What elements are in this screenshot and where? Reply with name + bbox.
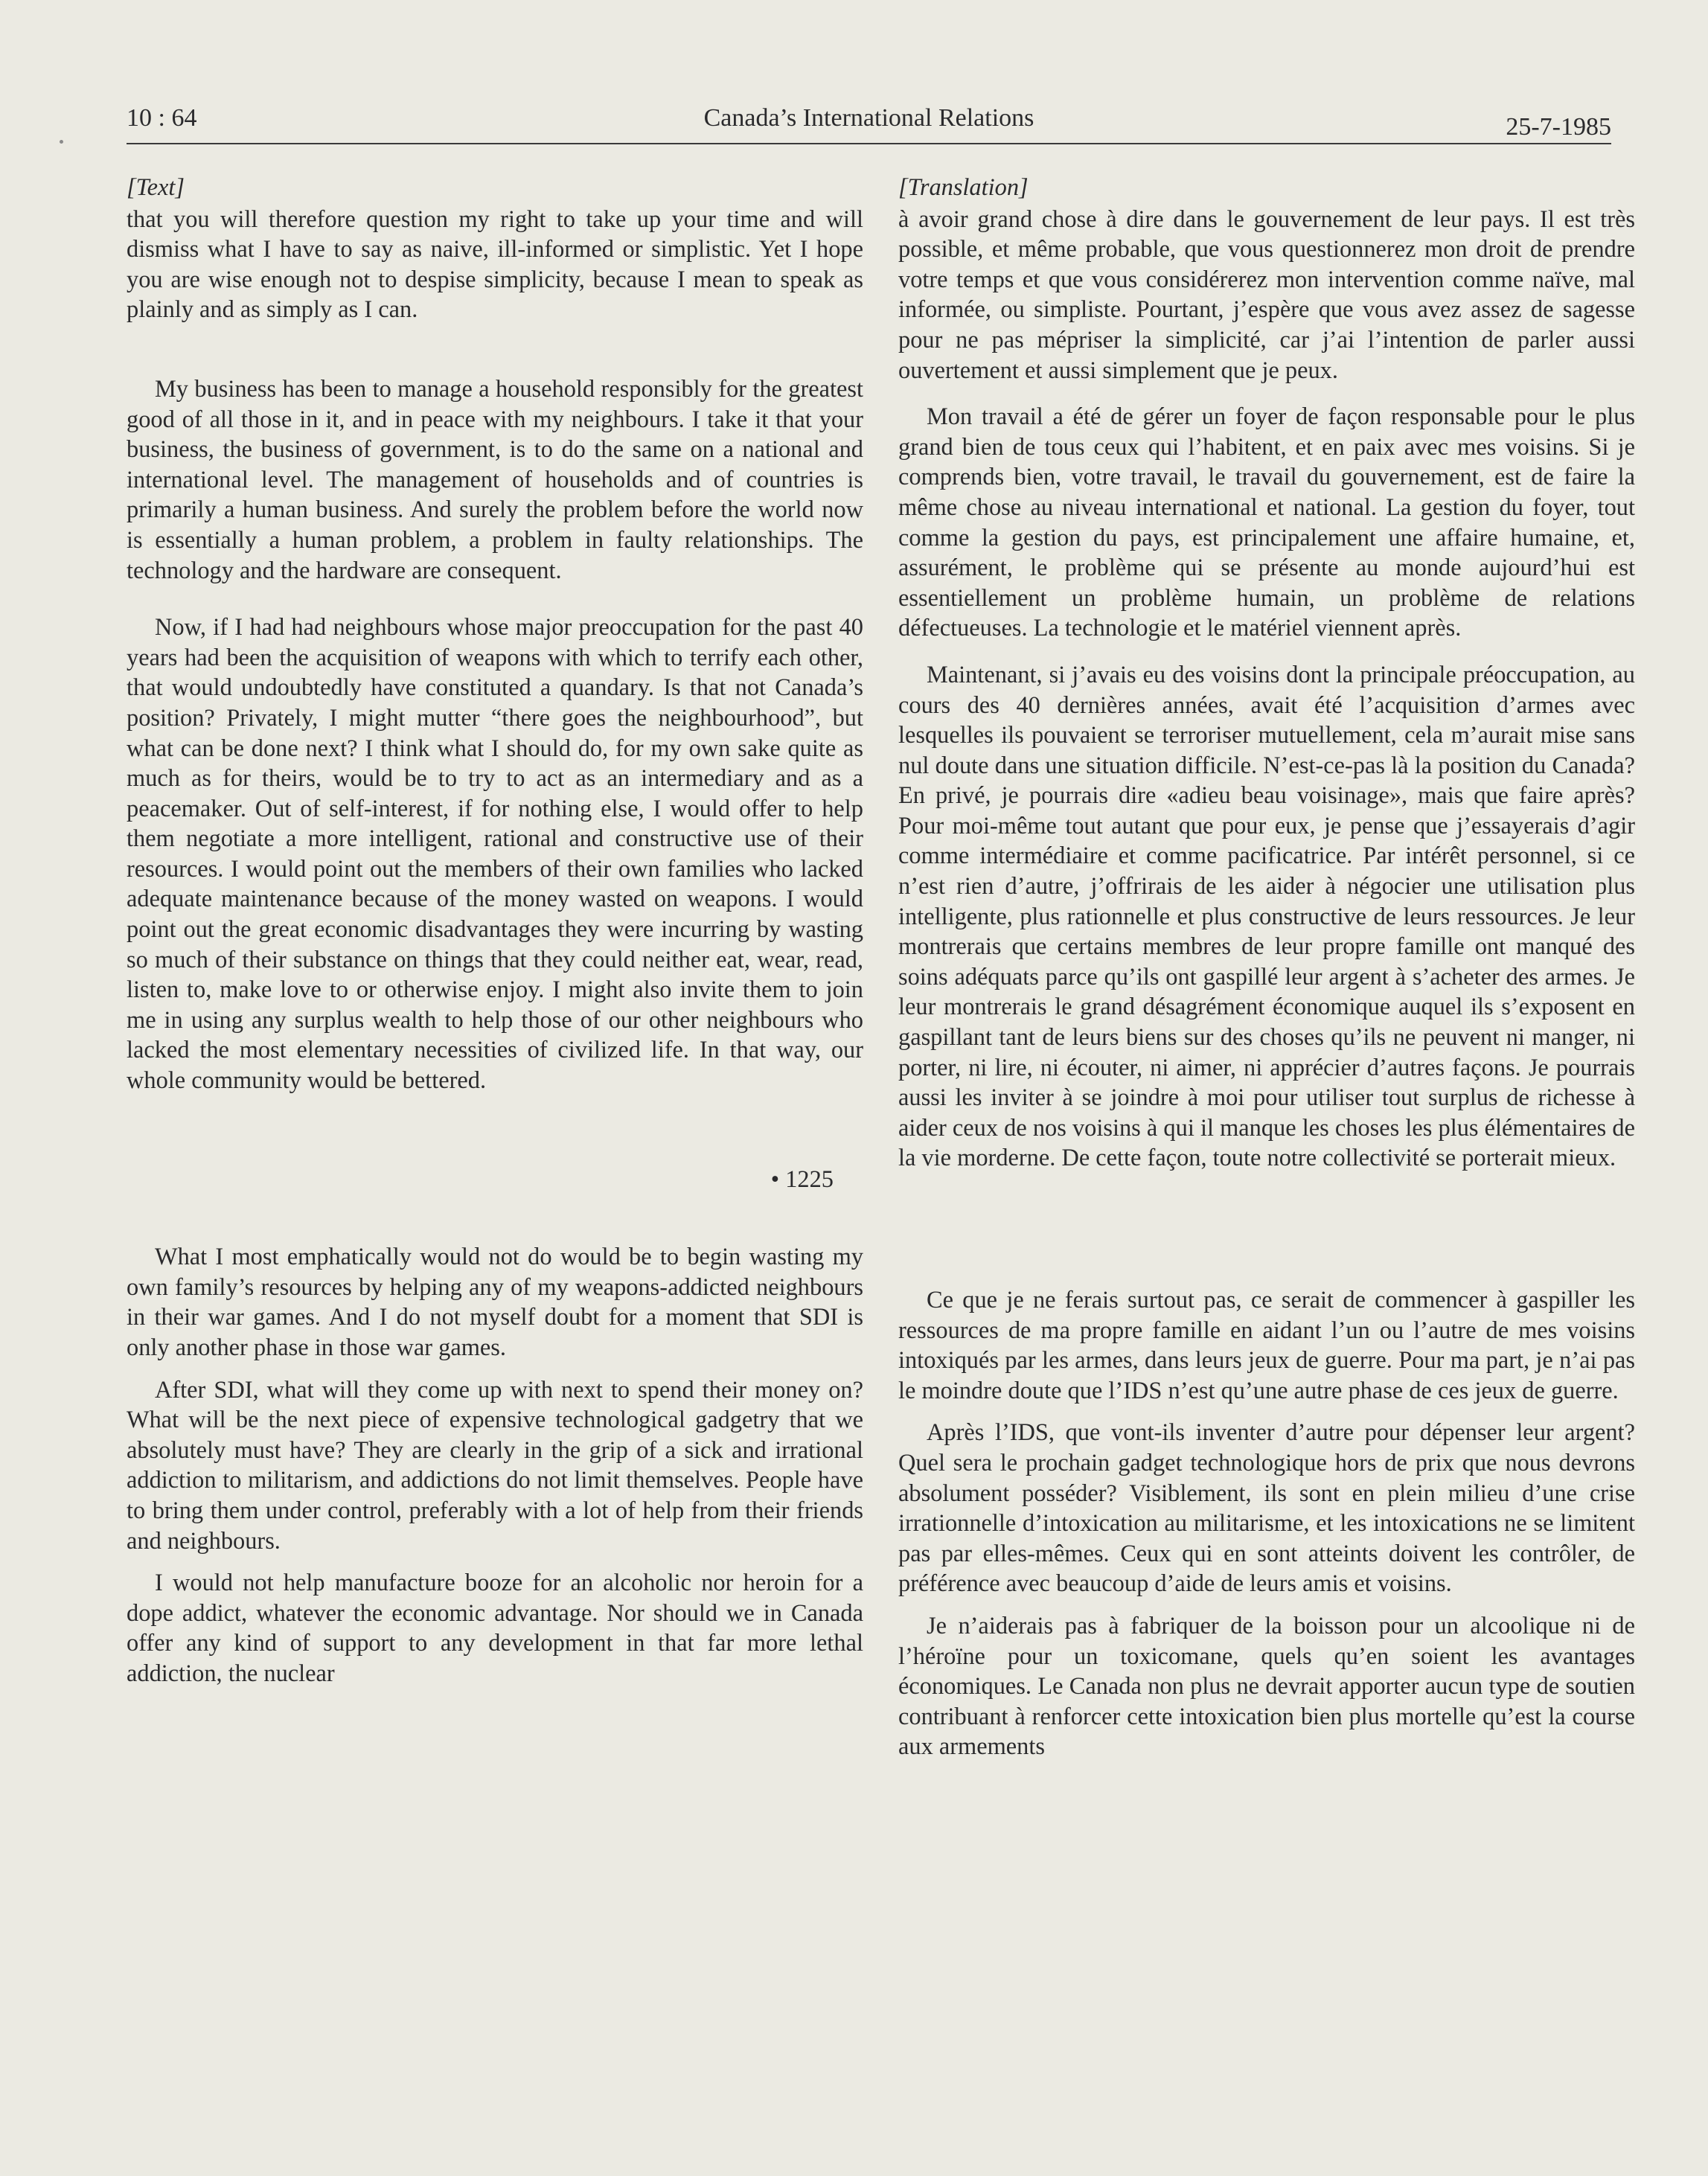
label-close-bracket: ] xyxy=(1019,174,1029,201)
running-header xyxy=(127,101,1611,144)
publication-title: Canada’s International Relations xyxy=(703,104,1034,132)
english-column xyxy=(127,173,863,1689)
time-marker: • 1225 xyxy=(770,1165,834,1193)
label-text: Text xyxy=(135,174,176,201)
paragraph: My business has been to manage a household responsibly for the greatest good of all those in it, and in peace with my neighbours. I take it that your business, the business of government, is to do the same on a national and international level. The management of households and of countries is primarily a human business. And surely the problem before the world now is essentially a human problem, a problem in faulty relationships. The technology and the hardware are consequent. xyxy=(127,375,863,584)
paragraph: Je n’aiderais pas à fabriquer de la boisson pour un alcoolique ni de l’héroïne pour un toxicomane, quels qu’en soient les avantages économiques. Le Canada non plus ne devrait apporter aucun type de soutien contribuant à renforcer cette intoxication bien plus mortelle qu’est la course aux armements xyxy=(898,1612,1635,1761)
paragraph: What I most emphatically would not do would be to begin wasting my own family’s resources by helping any of my weapons-addicted neighbours in their war games. And I do not myself doubt for a moment that SDI is only another phase in those war games. xyxy=(127,1244,863,1361)
label-open-bracket: [ xyxy=(898,174,908,201)
paragraph: Maintenant, si j’avais eu des voisins dont la principale préoccupation, au cours des 40 dernières années, avait été l’acquisition d’armes avec lesquelles ils pouvaient se terroriser mutuellement, cela m’aurait mise sans nul doute dans une situation difficile. N’est-ce-pas là la position du Canada? En privé, je pourrais dire «adieu beau voisinage», mais que faire après? Pour moi-même tout autant que pour eux, je pense que j’essayerais d’agir comme intermédiaire et comme pacificatrice. Par intérêt personnel, si ce n’est rien d’autre, j’offrirais de les aider à négocier une utilisation plus intelligente, plus rationnelle et plus constructive de leurs ressources. Je leur montrerais que certains membres de leur propre famille ont manqué des soins adéquats parce qu’ils ont gaspillé leur argent à s’acheter des armes. Je leur montrerais le grand désagrément économique auquel ils s’exposent en gaspillant tant de leurs biens sur des choses qu’ils ne peuvent ni manger, ni porter, ni lire, ni écouter, ni aimer, ni apprécier d’autres façons. Je pourrais aussi les inviter à se joindre à moi pour utiliser tout surplus de richesse à aider ceux de nos voisins à qui il manque les choses les plus élémentaires de la vie morderne. De cette façon, toute notre collectivité se porterait mieux. xyxy=(898,661,1635,1172)
page-number: 10 : 64 xyxy=(127,104,197,132)
paragraph: that you will therefore question my right to take up your time and will dismiss what I have to say as naive, ill-informed or simplistic. Yet I hope you are wise enough not to despise simplicity, because I mean to speak as plainly and as simply as I can. xyxy=(127,205,863,324)
header-date: 25-7-1985 xyxy=(1506,113,1611,141)
label-text: Translation xyxy=(907,174,1020,201)
paragraph: Après l’IDS, que vont-ils inventer d’autre pour dépenser leur argent? Quel sera le prochain gadget technologique hors de prix que nous devrons absolument posséder? Visiblement, ils sont en plein milieu d’une crise irrationnelle d’intoxication au militarisme, et les intoxications ne se limitent pas par elles-mêmes. Ceux qui en sont atteints doivent les contrôler, de préférence avec beaucoup d’aide de leurs amis et voisins. xyxy=(898,1419,1635,1598)
text-label xyxy=(127,173,863,203)
label-open-bracket: [ xyxy=(127,174,136,201)
margin-dot xyxy=(60,140,63,144)
french-column xyxy=(898,173,1635,1762)
paragraph: After SDI, what will they come up with next to spend their money on? What will be the next piece of expensive technological gadgetry that we absolutely must have? They are clearly in the grip of a sick and irrational addiction to militarism, and addictions do not limit themselves. People have to bring them under control, preferably with a lot of help from their friends and neighbours. xyxy=(127,1376,863,1555)
paragraph: Now, if I had had neighbours whose major preoccupation for the past 40 years had been the acquisition of weapons with which to terrify each other, that would undoubtedly have constituted a quandary. Is that not Canada’s position? Privately, I might mutter “there goes the neighbourhood”, but what can be done next? I think what I should do, for my own sake quite as much as for theirs, would be to try to act as an intermediary and as a peacemaker. Out of self-interest, if for nothing else, I would offer to help them negotiate a more intelligent, rational and constructive use of their resources. I would point out the members of their own families who lacked adequate maintenance because of the money wasted on weapons. I would point out the great economic disadvantages they were incurring by wasting so much of their substance on things that they could neither eat, wear, read, listen to, make love to or otherwise enjoy. I might also invite them to join me in using any surplus wealth to help those of our other neighbours who lacked the most elementary necessities of civilized life. In that way, our whole community would be bettered. xyxy=(127,614,863,1095)
paragraph: Ce que je ne ferais surtout pas, ce serait de commencer à gaspiller les ressources de ma propre famille en aidant l’un ou l’autre de mes voisins intoxiqués par les armes, dans leurs jeux de guerre. Pour ma part, je n’ai pas le moindre doute que l’IDS n’est qu’une autre phase de ces jeux de guerre. xyxy=(898,1287,1635,1404)
translation-label xyxy=(898,173,1635,203)
label-close-bracket: ] xyxy=(175,174,185,201)
paragraph: Mon travail a été de gérer un foyer de façon responsable pour le plus grand bien de tous ceux qui l’habitent, et en paix avec mes voisins. Si je comprends bien, votre travail, le travail du gouvernement, est de faire la même chose au niveau international et national. La gestion du foyer, tout comme la gestion du pays, est principalement une affaire humaine, et, assurément, le problème qui se présente au monde aujourd’hui est essentiellement un problème humain, un problème de relations défectueuses. La technologie et le matériel viennent après. xyxy=(898,403,1635,642)
paragraph: à avoir grand chose à dire dans le gouvernement de leur pays. Il est très possible, et même probable, que vous questionnerez mon droit de prendre votre temps et que vous considérerez mon intervention comme naïve, mal informée, ou simpliste. Pourtant, j’espère que vous avez assez de sagesse pour ne pas mépriser la simplicité, car j’ai l’intention de parler aussi ouvertement et aussi simplement que je peux. xyxy=(898,205,1635,384)
paragraph: I would not help manufacture booze for an alcoholic nor heroin for a dope addict, whatever the economic advantage. Nor should we in Canada offer any kind of support to any development in that far more lethal addiction, the nuclear xyxy=(127,1569,863,1687)
